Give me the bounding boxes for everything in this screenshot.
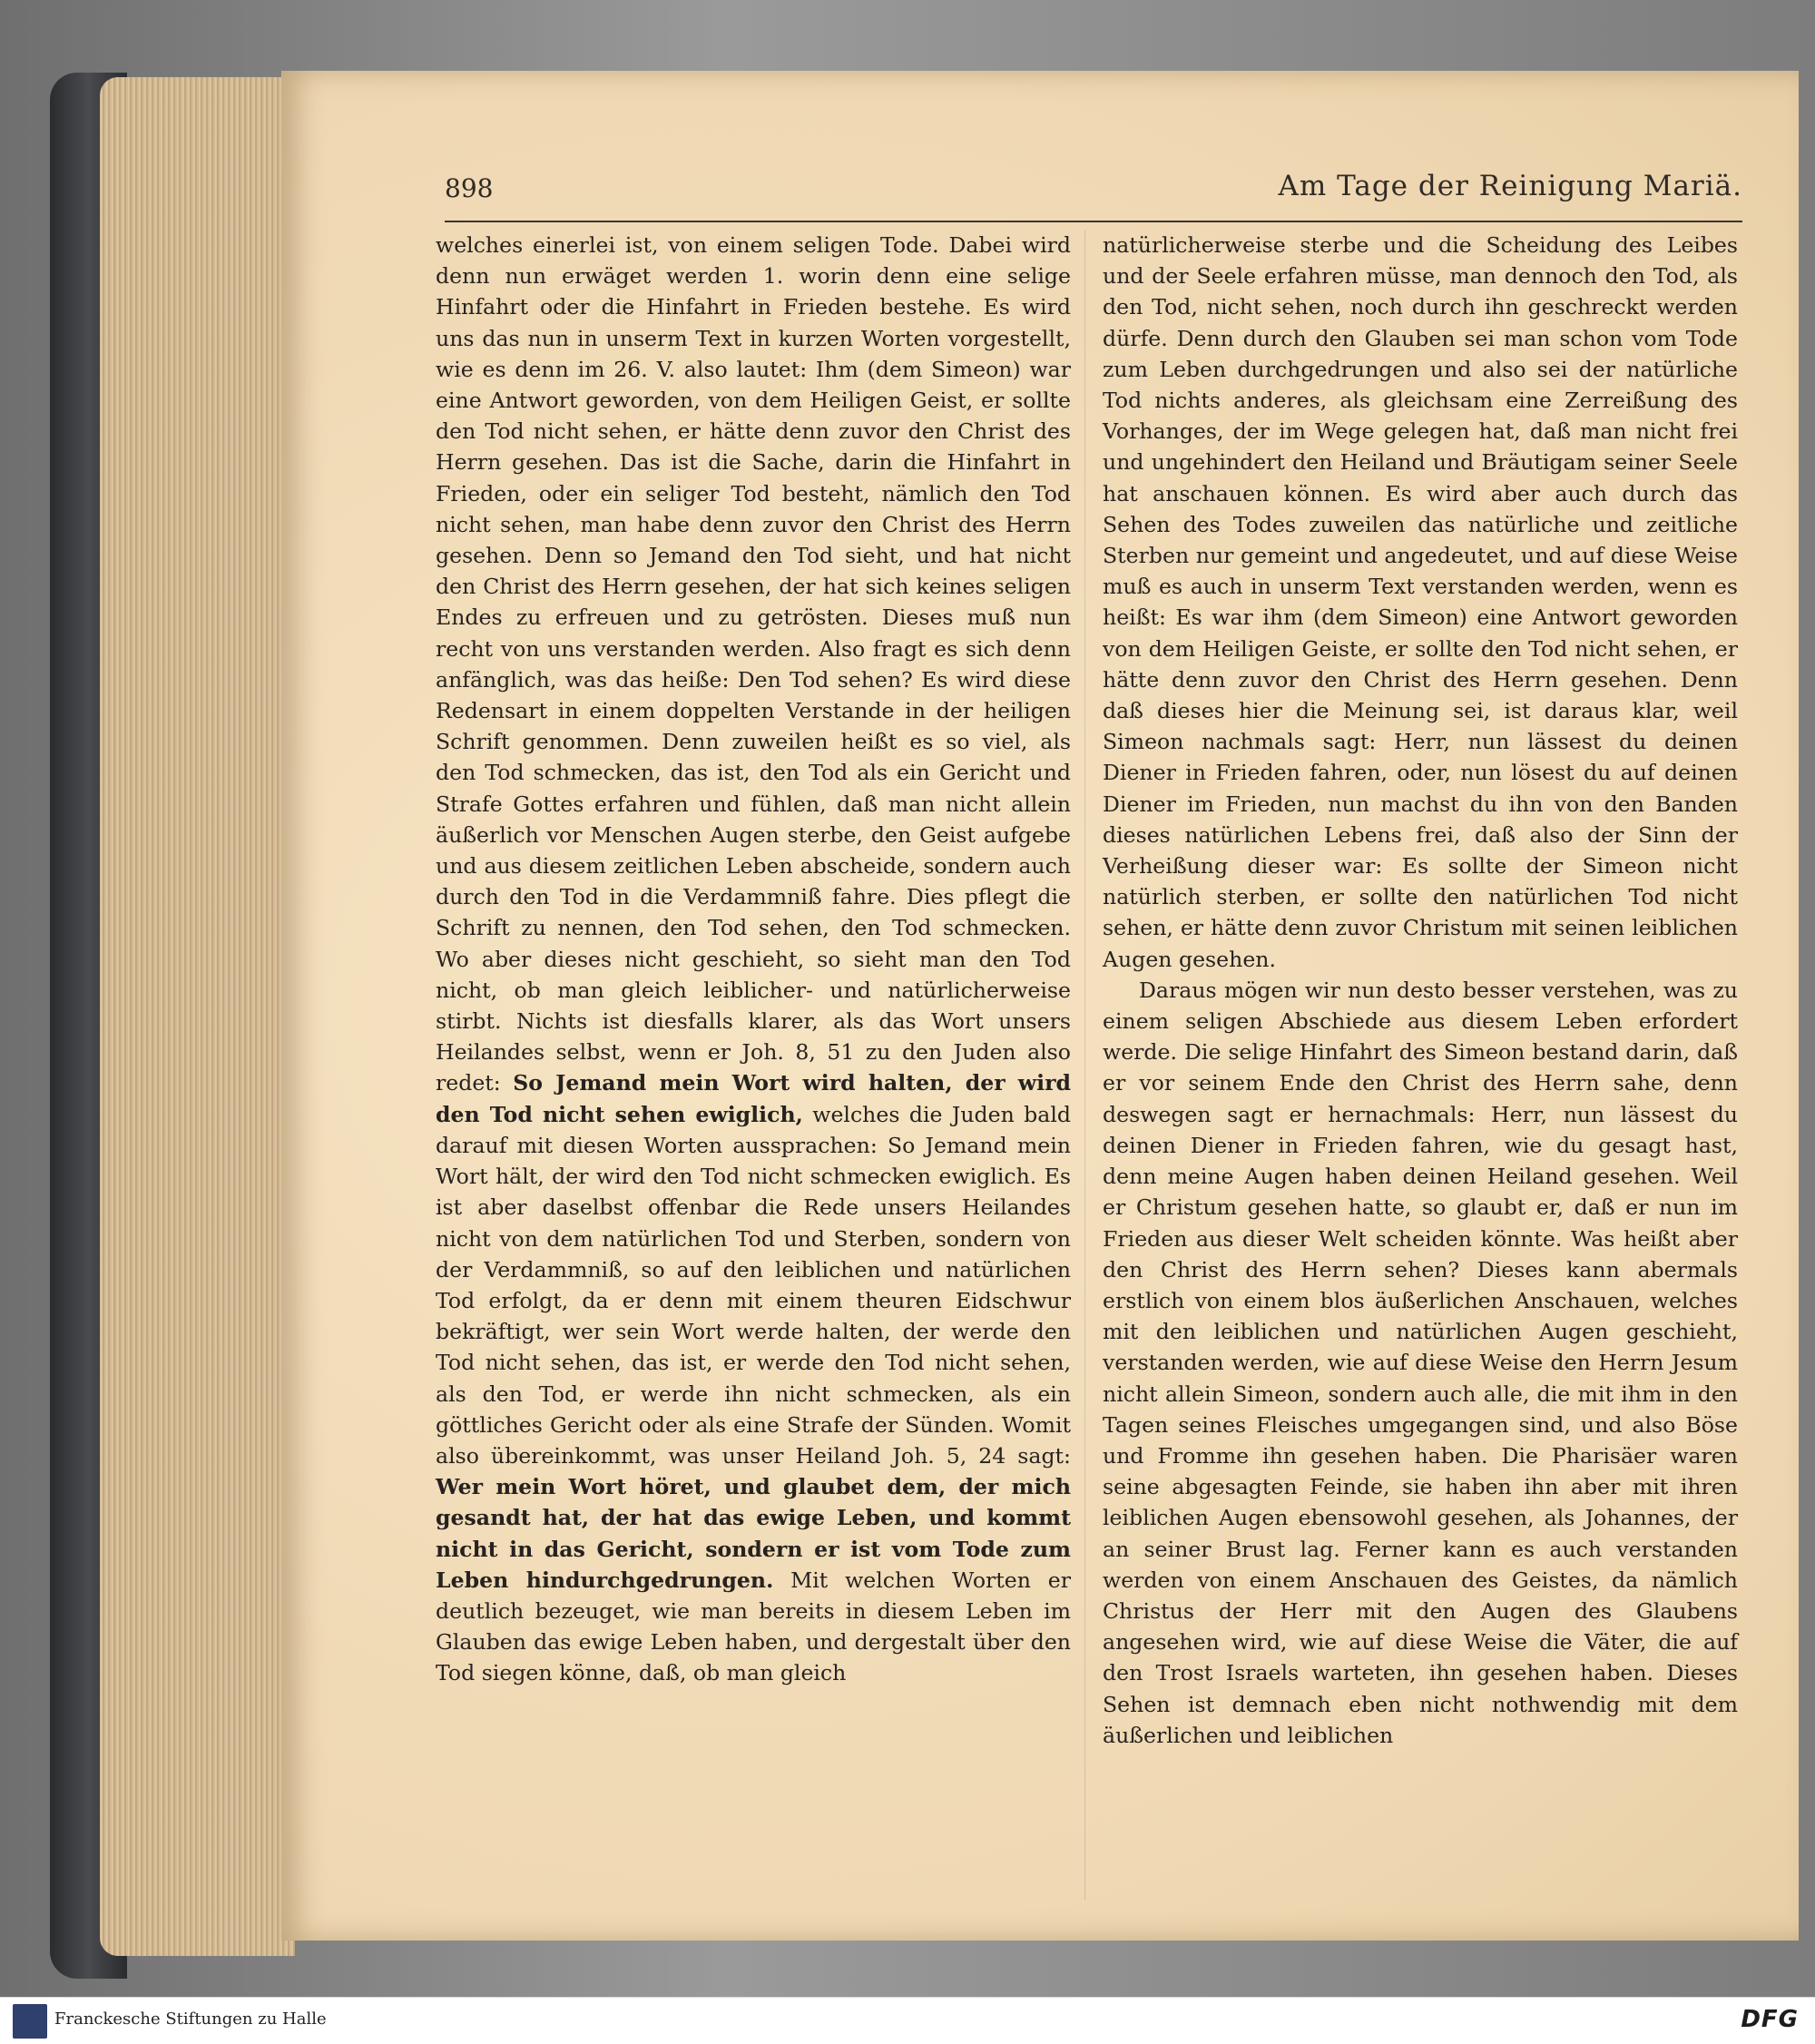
running-title: Am Tage der Reinigung Mariä. xyxy=(1278,170,1742,202)
text-run: welches die Juden bald darauf mit diesen Worten aussprachen: So Jemand mein Wort hält, der wird den Tod nicht schmecken ewiglich. Es ist aber daselbst offenbar die Rede unsers Heilandes nicht von dem natürlichen Tod und Sterben, sondern von der Verdammniß, so auf den leiblichen und natürlichen Tod erfolgt, da er denn mit einem theuren Eidschwur bekräftigt, wer sein Wort werde halten, der werde den Tod nicht sehen, das ist, er werde den Tod nicht sehen, als den Tod, er werde ihn nicht schmecken, als ein göttliches Gericht oder als eine Strafe der Sünden. Womit also übereinkommt, was unser Heiland Joh. 5, 24 sagt: xyxy=(436,1101,1072,1469)
institution-logo xyxy=(13,2004,47,2039)
dfg-logo: DFG xyxy=(1741,2006,1799,2033)
text-run: Mit welchen Worten er deutlich bezeuget, wie man bereits in diesem Leben im Glauben das ewige Leben haben, und dergestalt über den Tod siegen könne, daß, ob man gleich xyxy=(436,1567,1071,1686)
column-gutter xyxy=(1084,230,1085,1900)
bold-quote: Wer mein Wort höret, und glaubet dem, der mich gesandt hat, der hat das ewige Leben, und kommt nicht in das Gericht, sondern er ist vom Tode zum Leben hindurchgedrungen. xyxy=(436,1474,1071,1593)
right-column xyxy=(1103,230,1738,1751)
paragraph: Daraus mögen wir nun desto besser verstehen, was zu einem seligen Abschiede aus diesem Leben erfordert werde. Die selige Hinfahrt des Simeon bestand darin, daß er vor seinem Ende den Christ des Herrn sahe, denn deswegen sagt er hernachmals: Herr, nun lässest du deinen Diener in Frieden fahren, wie du gesagt hast, denn meine Augen haben deinen Heiland gesehen. Weil er Christum gesehen hatte, so glaubt er, daß er nun im Frieden aus dieser Welt scheiden könnte. Was heißt aber den Christ des Herrn sehen? Dieses kann abermals erstlich von einem blos äußerlichen Anschauen, welches mit den leiblichen und natürlichen Augen geschieht, verstanden werden, wie auf diese Weise den Herrn Jesum nicht allein Simeon, sondern auch alle, die mit ihm in den Tagen seines Fleisches umgegangen sind, und also Böse und Fromme ihn gesehen haben. Die Pharisäer waren seine abgesagten Feinde, sie haben ihn aber mit ihren leiblichen Augen ebensowohl gesehen, als Johannes, der an seiner Brust lag. Ferner kann es auch verstanden werden von einem Anschauen des Geistes, da nämlich Christus der Herr mit den Augen des Glaubens angesehen wird, wie auf diese Weise die Väter, die auf den Trost Israels warteten, ihn gesehen haben. Dieses Sehen ist demnach eben nicht nothwendig mit dem äußerlichen und leiblichen xyxy=(1103,977,1738,1748)
book-page xyxy=(281,71,1799,1941)
bold-quote: So Jemand mein Wort wird halten, der wird den Tod nicht sehen ewiglich, xyxy=(436,1070,1072,1127)
institution-name: Franckesche Stiftungen zu Halle xyxy=(54,2010,327,2029)
running-head xyxy=(445,166,1742,222)
left-column xyxy=(436,230,1071,1689)
text-run: welches einerlei ist, von einem seligen Tode. Dabei wird denn nun erwäget werden 1. worin denn eine selige Hinfahrt oder die Hinfahrt in Frieden bestehe. Es wird uns das nun in unserm Text in kurzen Worten vorgestellt, wie es denn im 26. V. also lautet: Ihm (dem Simeon) war eine Antwort geworden, von dem Heiligen Geist, er sollte den Tod nicht sehen, er hätte denn zuvor den Christ des Herrn gesehen. Das ist die Sache, darin die Hinfahrt in Frieden, oder ein seliger Tod besteht, nämlich den Tod nicht sehen, man habe denn zuvor den Christ des Herrn gesehen. Denn so Jemand den Tod sieht, und hat nicht den Christ des Herrn gesehen, der hat sich keines seligen Endes zu erfreuen und zu getrösten. Dieses muß nun recht von uns verstanden werden. Also fragt es sich denn anfänglich, was das heiße: Den Tod sehen? Es wird diese Redensart in einem doppelten Verstande in der heiligen Schrift genommen. Denn zuweilen heißt es so viel, als den Tod schmecken, das ist, den Tod als ein Gericht und Strafe Gottes erfahren und fühlen, daß man nicht allein äußerlich vor Menschen Augen sterbe, den Geist aufgebe und aus diesem zeitlichen Leben abscheide, sondern auch durch den Tod in die Verdammniß fahre. Dies pflegt die Schrift zu nennen, den Tod sehen, den Tod schmecken. Wo aber dieses nicht geschieht, so sieht man den Tod nicht, ob man gleich leiblicher- und natürlicherweise stirbt. Nichts ist diesfalls klarer, als das Wort unsers Heilandes selbst, wenn er Joh. 8, 51 zu den Juden also redet: xyxy=(436,232,1071,1096)
page-number: 898 xyxy=(445,173,494,203)
page-edges xyxy=(100,77,295,1956)
paragraph: natürlicherweise sterbe und die Scheidung des Leibes und der Seele erfahren müsse, man dennoch den Tod, als den Tod, nicht sehen, noch durch ihn geschreckt werden dürfe. Denn durch den Glauben sei man schon vom Tode zum Leben durchgedrungen und also sei der natürliche Tod nichts anderes, als gleichsam eine Zerreißung des Vorhanges, der im Wege gelegen hat, daß man nicht frei und ungehindert den Heiland und Bräutigam seiner Seele hat anschauen können. Es wird aber auch durch das Sehen des Todes zuweilen das natürliche und zeitliche Sterben nur gemeint und angedeutet, und auf diese Weise muß es auch in unserm Text verstanden werden, wenn es heißt: Es war ihm (dem Simeon) eine Antwort geworden von dem Heiligen Geiste, er sollte den Tod nicht sehen, er hätte denn zuvor den Christ des Herrn gesehen. Denn daß dieses hier die Meinung sei, ist daraus klar, weil Simeon nachmals sagt: Herr, nun lässest du deinen Diener in Frieden fahren, oder, nun lösest du auf deinen Diener im Frieden, nun machst du ihn von den Banden dieses natürlichen Lebens frei, daß also der Sinn der Verheißung dieser war: Es sollte der Simeon nicht natürlich sterben, er sollte den natürlichen Tod nicht sehen, er hätte denn zuvor Christum mit seinen leiblichen Augen gesehen. xyxy=(1103,232,1738,972)
paragraph xyxy=(436,230,1071,1689)
footer-bar xyxy=(0,1997,1815,2044)
